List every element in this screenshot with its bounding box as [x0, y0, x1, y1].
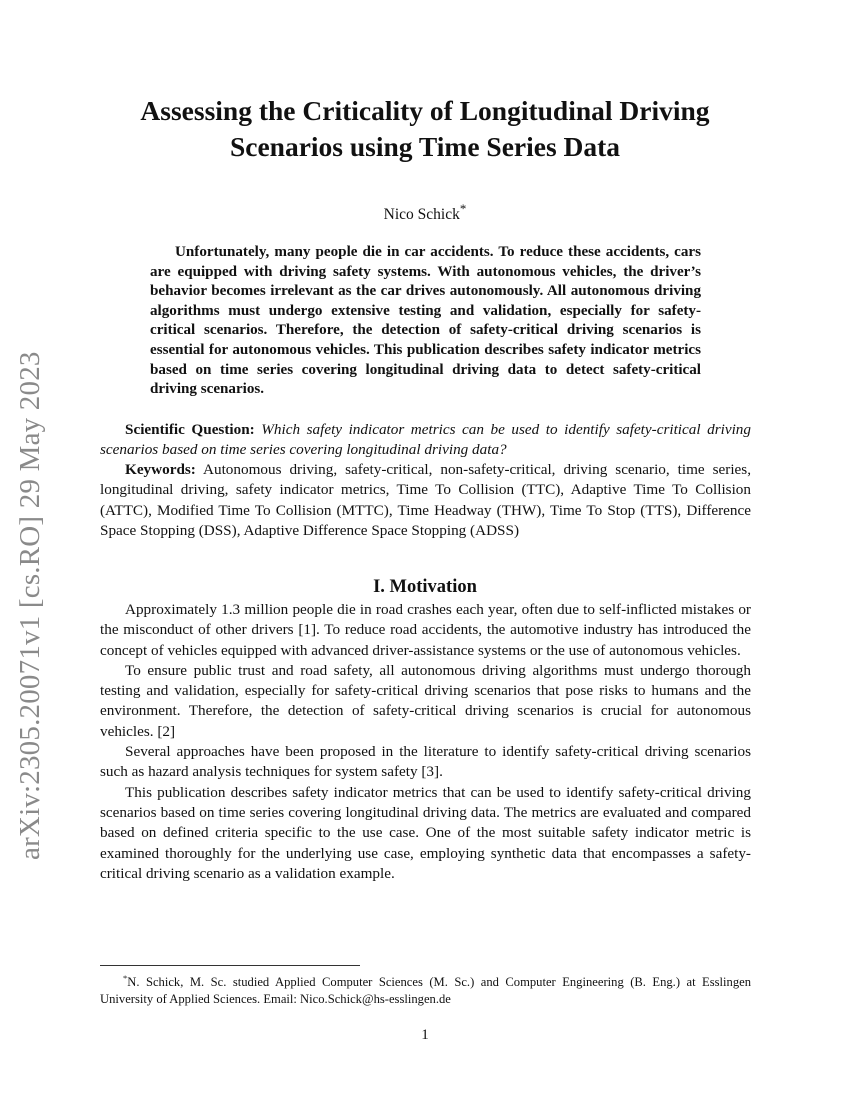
motivation-paragraph-2: To ensure public trust and road safety, all autonomous driving algorithms must undergo thorough testing and validation, especially for safety-critical driving scenarios that pose risks to humans and the environment. Therefore, the detection of safety-critical driving scenarios is crucial for autonomous vehicles. [2] — [100, 661, 751, 740]
footnote — [100, 970, 751, 1008]
page-number: 1 — [421, 1027, 429, 1043]
keywords-label: Keywords: — [125, 461, 196, 478]
keywords — [100, 460, 751, 541]
author-footnote-mark: * — [459, 201, 467, 216]
motivation-section — [100, 600, 751, 884]
footnote-rule — [100, 965, 360, 966]
scientific-question — [100, 420, 751, 461]
title-line-1: Assessing the Criticality of Longitudinal Driving — [140, 95, 710, 126]
title-line-2: Scenarios using Time Series Data — [229, 131, 621, 162]
motivation-paragraph-1: Approximately 1.3 million people die in road crashes each year, often due to self-inflicted mistakes or the misconduct of other drivers [1]. To reduce road accidents, the automotive industry has introduced the concept of vehicles equipped with advanced driver-assistance systems or the use of autonomous vehicles. — [100, 601, 751, 659]
motivation-paragraph-3: Several approaches have been proposed in the literature to identify safety-critical driving scenarios such as hazard analysis techniques for system safety [3]. — [100, 743, 751, 781]
footnote-mark: * — [123, 973, 128, 983]
arxiv-identifier: arXiv:2305.20071v1 [cs.RO] 29 May 2023 — [14, 351, 46, 860]
abstract: Unfortunately, many people die in car accidents. To reduce these accidents, cars are equipped with driving safety systems. With autonomous vehicles, the driver’s behavior becomes irrelevant as the car drives autonomously. All autonomous driving algorithms must undergo extensive testing and validation, especially for safety-critical scenarios. Therefore, the detection of safety-critical driving scenarios is essential for autonomous vehicles. This publication describes safety indicator metrics based on time series covering longitudinal driving data to detect safety-critical driving scenarios. — [150, 244, 701, 398]
keywords-text: Autonomous driving, safety-critical, non-safety-critical, driving scenario, time series, longitudinal driving, safety indicator metrics, Time To Collision (TTC), Adaptive Time To Collision (ATTC), Modified Time To Collision (MTTC), Time Headway (THW), Time To Stop (TTS), Difference Space Stopping (DSS), Adaptive Difference Space Stopping (ADSS) — [100, 461, 751, 539]
scientific-question-label: Scientific Question: — [125, 421, 255, 438]
paper-title — [100, 93, 750, 165]
motivation-paragraph-4: This publication describes safety indicator metrics that can be used to identify safety-critical driving scenarios based on time series covering longitudinal driving data. The metrics are evaluated and compared based on defined criteria specific to the use case. One of the most suitable safety indicator metric is examined thoroughly for the underlying use case, employing synthetic data that encompasses a safety-critical driving scenario as a validation example. — [100, 783, 751, 882]
footnote-text: N. Schick, M. Sc. studied Applied Computer Sciences (M. Sc.) and Computer Engineering (B. Eng.) at Esslingen University of Applied Sciences. Email: Nico.Schick@hs-esslingen.de — [100, 975, 751, 1007]
section-heading-motivation: I. Motivation — [373, 577, 477, 597]
author-name: Nico Schick — [383, 206, 460, 224]
scientific-question-text: Which safety indicator metrics can be used to identify safety-critical driving scenarios based on time series covering longitudinal driving data? — [100, 421, 751, 459]
author — [100, 201, 750, 224]
